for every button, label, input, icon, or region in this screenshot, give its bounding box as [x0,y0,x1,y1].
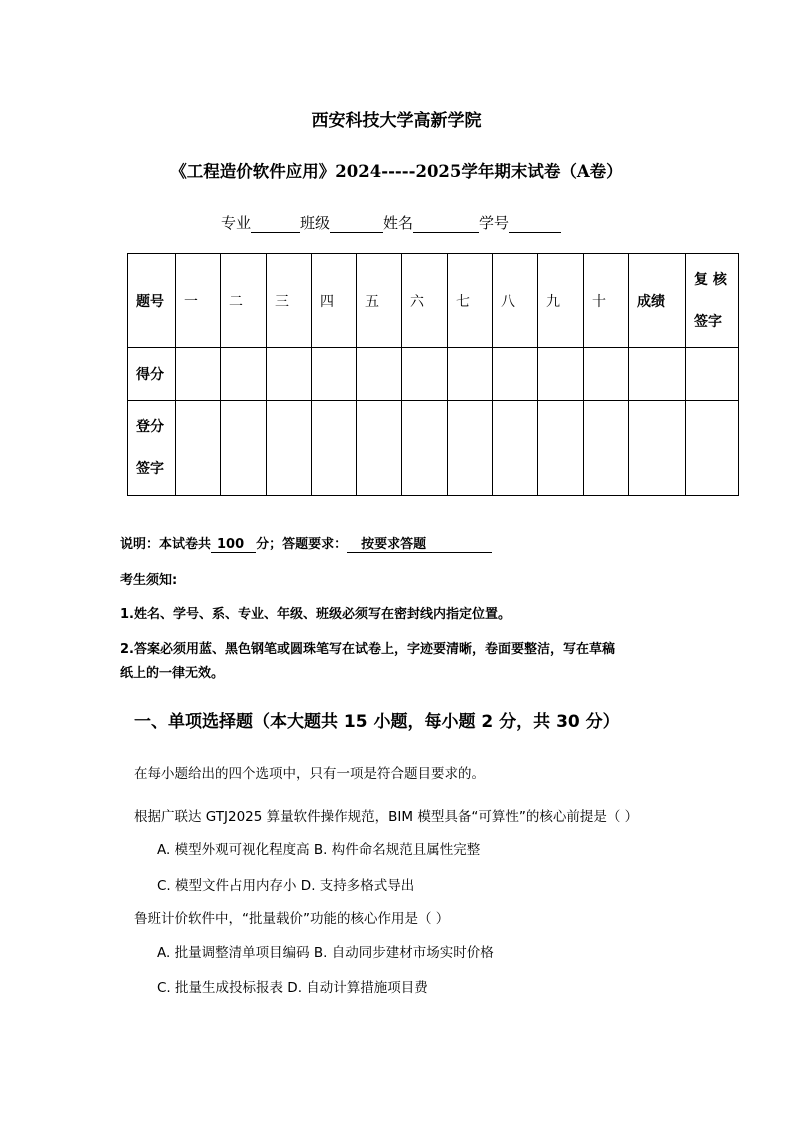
class-label: 班级 [300,214,331,232]
column-header: 十 [584,254,629,348]
grader-cell[interactable] [402,401,448,496]
score-cell[interactable] [629,348,686,401]
id-label: 学号 [479,214,510,232]
grader-cell[interactable] [686,401,739,496]
table-row [128,348,739,401]
score-cell[interactable] [448,348,493,401]
grader-cell[interactable] [538,401,584,496]
column-header: 八 [493,254,538,348]
question-no-header: 题号 [128,254,176,348]
question-options: A. 批量调整清单项目编码 B. 自动同步建材市场实时价格 [157,945,494,961]
grader-label-1: 登分 [136,419,164,435]
score-cell[interactable] [584,348,629,401]
section-instruction: 在每小题给出的四个选项中，只有一项是符合题目要求的。 [134,766,485,782]
column-header: 二 [221,254,267,348]
score-cell[interactable] [493,348,538,401]
notice-title: 考生须知: [120,573,178,588]
answer-requirement: 按要求答题 [347,533,492,553]
score-table [127,253,739,496]
question-options: C. 模型文件占用内存小 D. 支持多格式导出 [157,878,415,894]
table-row [128,401,739,496]
section-heading: 一、单项选择题（本大题共 15 小题，每小题 2 分，共 30 分） [134,712,620,732]
grader-label-2: 签字 [136,461,164,477]
name-label: 姓名 [383,214,414,232]
explain-prefix: 说明：本试卷共 [120,537,212,552]
grader-cell[interactable] [448,401,493,496]
table-row [128,254,739,348]
id-blank[interactable] [509,216,561,233]
score-cell[interactable] [176,348,221,401]
column-header: 三 [267,254,312,348]
exam-explanation [120,533,492,553]
school-name: 西安科技大学高新学院 [311,111,482,131]
score-cell[interactable] [402,348,448,401]
grader-cell[interactable] [357,401,402,496]
notice-item-1: 1.姓名、学号、系、专业、年级、班级必须写在密封线内指定位置。 [120,607,511,622]
total-score: 100 [211,537,256,553]
review-label-2: 签字 [694,313,722,330]
score-cell[interactable] [221,348,267,401]
major-label: 专业 [221,214,252,232]
score-cell[interactable] [538,348,584,401]
score-cell[interactable] [357,348,402,401]
total-header: 成绩 [629,254,686,348]
student-info-line [221,212,561,233]
question-options: A. 模型外观可视化程度高 B. 构件命名规范且属性完整 [157,842,481,858]
column-header: 七 [448,254,493,348]
score-row-label: 得分 [128,348,176,401]
column-header: 五 [357,254,402,348]
class-blank[interactable] [330,216,383,233]
explain-mid: 分；答题要求： [256,537,348,552]
column-header: 四 [312,254,357,348]
name-blank[interactable] [413,216,479,233]
column-header: 六 [402,254,448,348]
question-stem: 鲁班计价软件中，“批量载价”功能的核心作用是（ ） [134,911,450,927]
exam-title: 《工程造价软件应用》2024-----2025学年期末试卷（A卷） [170,162,623,181]
review-label-1: 复 核 [694,271,727,288]
question-stem: 根据广联达 GTJ2025 算量软件操作规范，BIM 模型具备“可算性”的核心前提是（ ） [134,809,639,825]
column-header: 九 [538,254,584,348]
score-cell[interactable] [267,348,312,401]
grader-cell[interactable] [493,401,538,496]
score-cell[interactable] [312,348,357,401]
score-cell[interactable] [686,348,739,401]
grader-row-label [128,401,176,496]
question-options: C. 批量生成投标报表 D. 自动计算措施项目费 [157,980,428,996]
column-header: 一 [176,254,221,348]
review-header [686,254,739,348]
grader-cell[interactable] [221,401,267,496]
major-blank[interactable] [251,216,300,233]
notice-item-2: 2.答案必须用蓝、黑色钢笔或圆珠笔写在试卷上，字迹要清晰，卷面要整洁，写在草稿 [120,642,615,657]
notice-item-2-cont: 纸上的一律无效。 [120,666,225,681]
grader-cell[interactable] [312,401,357,496]
grader-cell[interactable] [267,401,312,496]
grader-cell[interactable] [629,401,686,496]
grader-cell[interactable] [176,401,221,496]
grader-cell[interactable] [584,401,629,496]
